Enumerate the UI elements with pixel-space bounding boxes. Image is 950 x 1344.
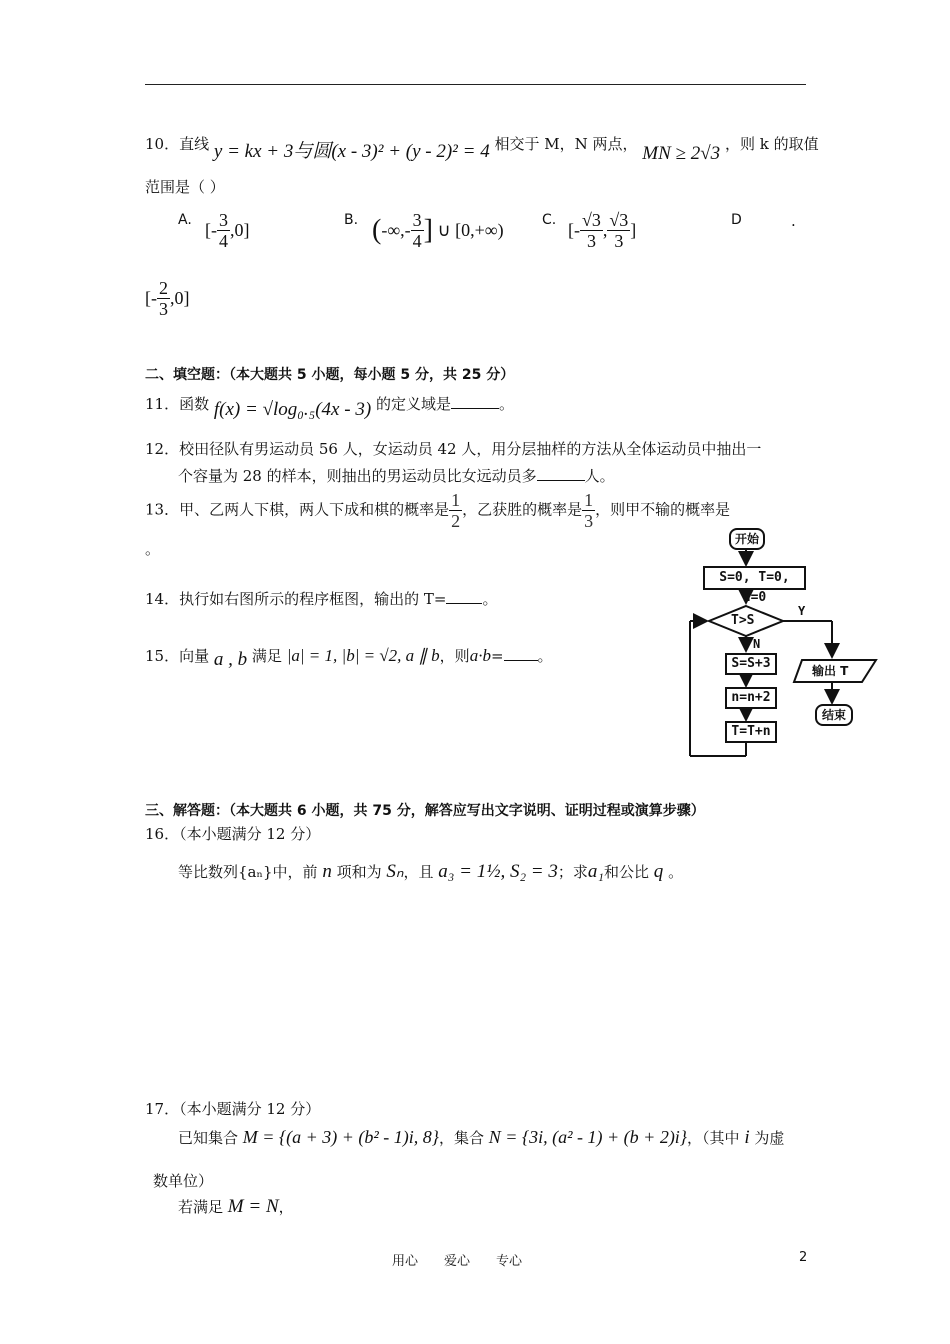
- q15-blank: [504, 659, 538, 661]
- q11-blank: [451, 407, 499, 409]
- footer-center: 用心 爱心 专心: [392, 1254, 523, 1269]
- q14-blank: [446, 602, 482, 604]
- q16-a1: a₁: [587, 861, 604, 882]
- q13-line2: 。: [145, 540, 161, 558]
- q16-text-c: ，且: [403, 863, 434, 881]
- q10-option-d-dot: .: [791, 212, 796, 230]
- q10-option-d: [- $\frac{2}{3}$ ,0]: [145, 278, 190, 319]
- flowchart-step-t: T=T+n: [725, 721, 777, 743]
- q17-set-n: N = {3i, (a² - 1) + (b + 2)i}: [488, 1127, 688, 1147]
- q10-option-d-label: D: [731, 212, 742, 228]
- page-number: 2: [799, 1250, 808, 1265]
- q15-condition: |a| = 1, |b| = √2, a ∥ b: [286, 646, 440, 665]
- q12-line2: [178, 465, 615, 486]
- q10-option-a-label: A.: [178, 212, 192, 228]
- q16-q: q: [653, 861, 664, 882]
- q16-sn: Sₙ: [386, 861, 404, 882]
- q15-text-a: 15．向量: [145, 647, 210, 665]
- q16-text-d: ；求: [557, 863, 588, 881]
- flowchart-step-s: S=S+3: [725, 653, 777, 675]
- q17-text-condition-lead: 若满足: [178, 1198, 224, 1216]
- q10-option-c-label: C.: [542, 212, 557, 228]
- flowchart-connectors: [680, 520, 890, 765]
- q16-condition: a₃ = 1½, S₂ = 3: [438, 861, 558, 882]
- section-fill-in-heading: 二、填空题：（本大题共 5 小题，每小题 5 分，共 25 分）: [145, 367, 515, 383]
- q17-text-a: 已知集合: [178, 1129, 239, 1147]
- q17-set-m: M = {(a + 3) + (b² - 1)i, 8}: [242, 1127, 439, 1147]
- flowchart-condition: T>S: [731, 613, 755, 628]
- q10-number: 10．: [145, 135, 180, 153]
- flowchart-output: 输出 T: [812, 664, 849, 678]
- flowchart-yes-label: Y: [798, 604, 806, 618]
- q17-number: 17．（本小题满分 12 分）: [145, 1100, 321, 1118]
- flowchart-end: 结束: [815, 704, 853, 726]
- q10-line1: [145, 128, 819, 164]
- q16-number: 16．（本小题满分 12 分）: [145, 825, 321, 843]
- q17-text-d: 为虚: [754, 1129, 785, 1147]
- q10-line2: 范围是（ ）: [145, 178, 225, 196]
- q17-line3: [178, 1196, 294, 1218]
- flowchart-no-label: N: [753, 637, 761, 651]
- q11-text-b: 的定义域是: [375, 395, 451, 413]
- q16-body: [178, 860, 683, 883]
- q15-text-b: 满足: [251, 647, 282, 665]
- q16-text-a: 等比数列{aₙ}中，前: [178, 863, 318, 881]
- header-rule: [145, 84, 806, 85]
- q10-mid: 相交于 M，N 两点，: [494, 135, 638, 153]
- q16-text-b: 项和为: [336, 863, 382, 881]
- q10-tail: ，则 k 的取值: [724, 135, 819, 153]
- q10-equation: y = kx + 3与圆(x - 3)² + (y - 2)² = 4: [213, 141, 490, 162]
- q10-condition: MN ≥ 2√3: [642, 143, 721, 164]
- q14-text: 14．执行如右图所示的程序框图，输出的 T=: [145, 590, 447, 608]
- q10-option-b: (-∞,- $\frac{3}{4}$ ] ∪ [0,+∞): [372, 210, 504, 251]
- q17-i: i: [744, 1127, 750, 1148]
- flowchart-step-n: n=n+2: [725, 687, 777, 709]
- q11-formula: f(x) = √log₀.₅(4x - 3): [213, 399, 372, 420]
- q17-text-b: ，集合: [439, 1129, 485, 1147]
- q13-text-c: ，则甲不输的概率是: [595, 500, 731, 519]
- q16-text-e: 和公比: [604, 863, 650, 881]
- q11-end: 。: [498, 395, 514, 413]
- q11-line: [145, 393, 514, 420]
- q14-line: [145, 588, 497, 609]
- q15-text-c: ，则: [439, 647, 470, 665]
- q17-line1: [178, 1127, 784, 1149]
- q13-line1: 13．甲、乙两人下棋，两人下成和棋的概率是 $\frac{1}{2}$ ，乙获胜的概率是 $\frac{1}{3}$ ，则甲不输的概率是: [145, 490, 731, 531]
- q17-line2: 数单位）: [153, 1172, 214, 1190]
- flowchart-start: 开始: [729, 528, 765, 550]
- q10-option-a: [- $\frac{3}{4}$ ,0]: [205, 210, 250, 251]
- q16-n: n: [322, 861, 332, 882]
- q15-expr: a·b: [469, 646, 491, 665]
- q12-blank: [537, 479, 585, 481]
- q13-text-b: ，乙获胜的概率是: [462, 500, 583, 519]
- q15-eq: =: [490, 647, 504, 665]
- q17-comma: ，: [278, 1198, 294, 1216]
- q16-end: 。: [668, 863, 684, 881]
- q10-option-b-label: B.: [344, 212, 359, 228]
- flowchart-init: S=0, T=0, n=0: [703, 566, 806, 590]
- q10-option-c: [- $\frac{√3}{3}$ , $\frac{√3}{3}$ ]: [568, 210, 637, 251]
- q15-line: [145, 645, 553, 670]
- q14-end: 。: [482, 590, 498, 608]
- section-answer-heading: 三、解答题：（本大题共 6 小题，共 75 分，解答应写出文字说明、证明过程或演算步骤）: [145, 803, 705, 819]
- q17-text-c: ，（其中: [687, 1129, 740, 1147]
- q11-text-a: 11．函数: [145, 395, 210, 413]
- q13-text-a: 13．甲、乙两人下棋，两人下成和棋的概率是: [145, 500, 450, 519]
- q12-end: 人。: [584, 467, 615, 485]
- q17-condition: M = N: [227, 1196, 279, 1217]
- q10-lead: 直线: [179, 135, 210, 153]
- q12-line1: 12．校田径队有男运动员 56 人，女运动员 42 人，用分层抽样的方法从全体运动员中抽出一: [145, 440, 762, 458]
- q15-vars: a , b: [213, 649, 248, 670]
- q15-end: 。: [537, 647, 553, 665]
- q12-text: 个容量为 28 的样本，则抽出的男运动员比女远动员多: [178, 467, 537, 485]
